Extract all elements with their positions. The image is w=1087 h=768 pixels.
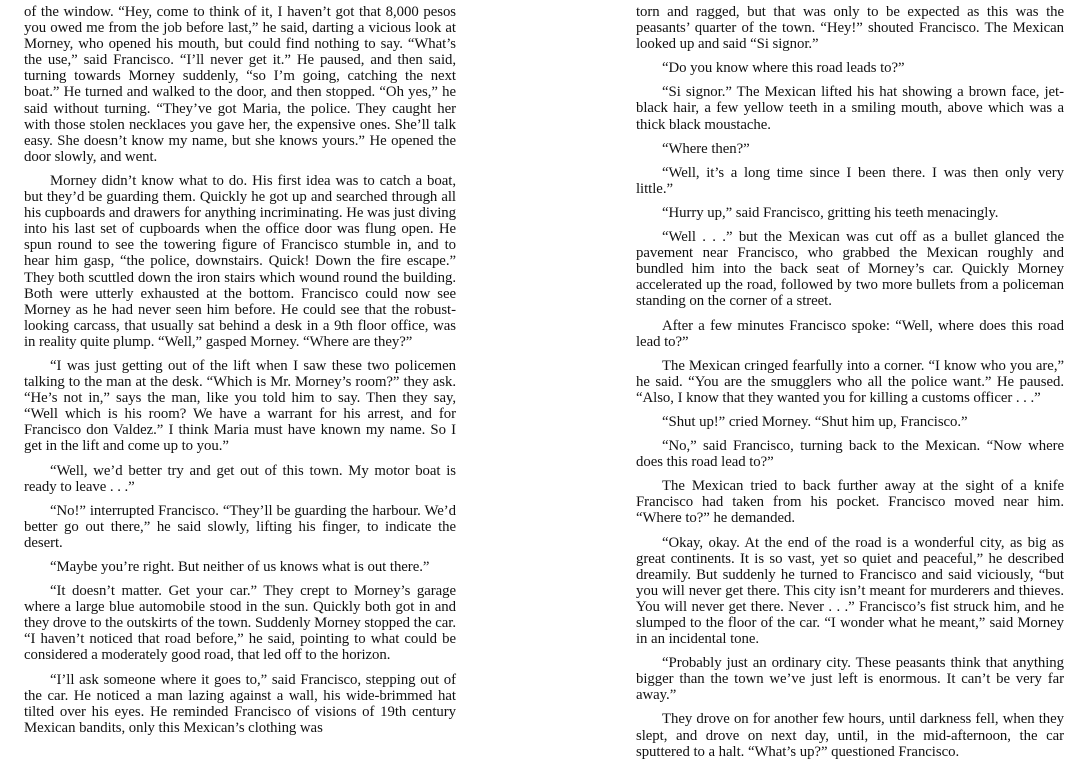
- paragraph: “Well . . .” but the Mexican was cut off as a bullet glanced the pavement near Francisco, who grabbed the Mexican roughly and bundled him into the back seat of Morney’s car. Quickly Morney accelerated up the road, followed by two more bullets from a policeman standing on the corner of a street.: [636, 229, 1064, 310]
- paragraph: of the window. “Hey, come to think of it, I haven’t got that 8,000 pesos you owed me from the job before last,” he said, darting a vicious look at Morney, who opened his mouth, but could find nothing to say. “What’s the use,” said Francisco. “I’ll never get it.” He paused, and then said, turning towards Morney suddenly, “so I’m going, catching the next boat.” He turned and walked to the door, and then stopped. “Oh yes,” he said without turning. “They’ve got Maria, the police. They caught her with those stolen necklaces you gave her, the expensive ones. She’ll talk easy. She doesn’t know my name, but she knows yours.” He opened the door slowly, and went.: [24, 4, 456, 165]
- paragraph: The Mexican tried to back further away at the sight of a knife Francisco had taken from his pocket. Francisco moved near him. “Where to?” he demanded.: [636, 478, 1064, 527]
- paragraph: “Maybe you’re right. But neither of us knows what is out there.”: [50, 559, 430, 575]
- left-page-column: [24, 4, 456, 744]
- paragraph: “Si signor.” The Mexican lifted his hat showing a brown face, jet-black hair, a few yellow teeth in a smiling mouth, above which was a thick black moustache.: [636, 84, 1064, 133]
- paragraph: “No!” interrupted Francisco. “They’ll be guarding the harbour. We’d better go out there,” he said slowly, lifting his finger, to indicate the desert.: [24, 502, 456, 551]
- paragraph: torn and ragged, but that was only to be expected as this was the peasants’ quarter of the town. “Hey!” shouted Francisco. The Mexican looked up and said “Si signor.”: [636, 4, 1064, 53]
- right-page-column: [636, 4, 1064, 768]
- paragraph: “Shut up!” cried Morney. “Shut him up, Francisco.”: [662, 413, 968, 430]
- paragraph: “No,” said Francisco, turning back to the Mexican. “Now where does this road lead to?”: [636, 438, 1064, 471]
- paragraph: The Mexican cringed fearfully into a corner. “I know who you are,” he said. “You are the smugglers who all the police want.” He paused. “Also, I know that they wanted you for killing a customs officer . . .”: [636, 357, 1064, 406]
- paragraph: After a few minutes Francisco spoke: “Well, where does this road lead to?”: [636, 317, 1064, 350]
- paragraph: “Well, we’d better try and get out of this town. My motor boat is ready to leave . . .”: [24, 462, 456, 495]
- paragraph: “I was just getting out of the lift when I saw these two policemen talking to the man at the desk. “Which is Mr. Morney’s room?” they ask. “He’s not in,” says the man, like you told him to say. Then they say, “Well which is his room? We have a warrant for his arrest, and for Francisco don Valdez.” I think Maria must have known my name. So I get in the lift and come up to you.”: [24, 357, 456, 455]
- paragraph: “Hurry up,” said Francisco, gritting his teeth menacingly.: [662, 204, 999, 221]
- paragraph: “Okay, okay. At the end of the road is a wonderful city, as big as great continents. It is so vast, yet so quiet and peaceful,” he described dreamily. But suddenly he turned to Francisco and said viciously, “but you will never get there. This city isn’t meant for murderers and thieves. You will never get there. Never . . .” Francisco’s fist struck him, and he slumped to the floor of the car. “I wonder what he meant,” said Morney in an incidental tone.: [636, 534, 1064, 648]
- paragraph: “It doesn’t matter. Get your car.” They crept to Morney’s garage where a large blue automobile stood in the sun. Quickly both got in and they drove to the outskirts of the town. Suddenly Morney stopped the car. “I haven’t noticed that road before,” he said, pointing to what could be considered a moderately good road, that led off to the horizon.: [24, 583, 456, 664]
- paragraph: “Well, it’s a long time since I been there. I was then only very little.”: [636, 164, 1064, 197]
- paragraph: “Where then?”: [662, 140, 750, 157]
- paragraph: “I’ll ask someone where it goes to,” said Francisco, stepping out of the car. He noticed a man lazing against a wall, his wide-brimmed hat tilted over his eyes. He reminded Francisco of visions of 19th century Mexican bandits, only this Mexican’s clothing was: [24, 671, 456, 736]
- paragraph: Morney didn’t know what to do. His first idea was to catch a boat, but they’d be guarding them. Quickly he got up and searched through all his cupboards and drawers for anything incriminating. He was just diving into his last set of cupboards when the office door was flung open. He spun round to see the towering figure of Francisco stumble in, and to hear him gasp, “the police, downstairs. Quick! Down the fire escape.” They both scuttled down the iron stairs which wound round the building. Both were utterly exhausted at the bottom. Francisco could now see Morney as he had never seen him before. He could see that the robust-looking carcass, that usually sat behind a desk in a 9th floor office, was in reality quite plump. “Well,” gasped Morney. “Where are they?”: [24, 172, 456, 350]
- paragraph: “Probably just an ordinary city. These peasants think that anything bigger than the town we’ve just left is enormous. It can’t be very far away.”: [636, 655, 1064, 704]
- paragraph: “Do you know where this road leads to?”: [662, 60, 905, 77]
- paragraph: They drove on for another few hours, until darkness fell, when they slept, and drove on next day, until, in the mid-afternoon, the car sputtered to a halt. “What’s up?” questioned Francisco.: [636, 711, 1064, 760]
